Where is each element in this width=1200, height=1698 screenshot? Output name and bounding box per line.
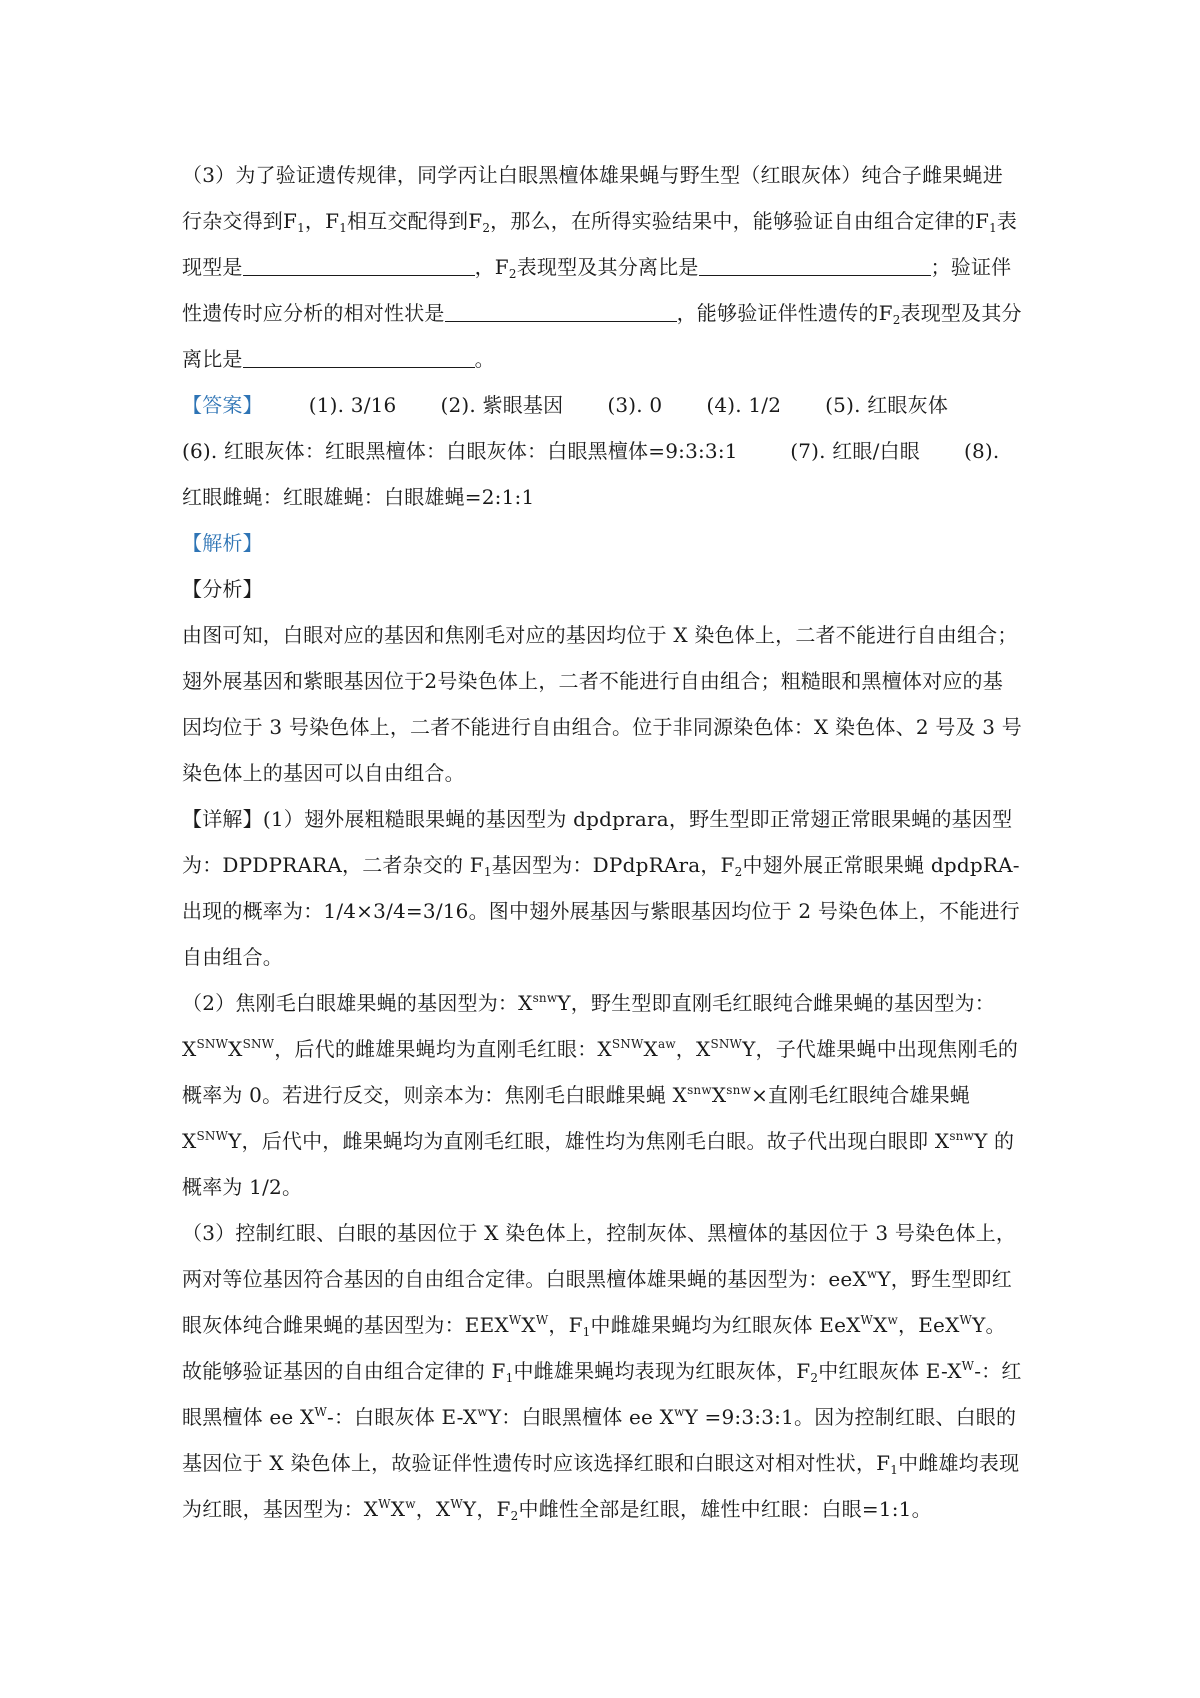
superscript: w	[674, 1405, 685, 1419]
subscript: 2	[482, 221, 491, 235]
answer-item: (2). 紫眼基因	[440, 393, 564, 417]
detail-text: Y 的概率为 1/2。	[182, 1129, 1015, 1199]
detail-paragraph-2	[182, 980, 1022, 1210]
detail-text: 基因型为：DPdpRAra，F	[491, 853, 735, 877]
question-text: 。	[474, 347, 495, 371]
answer-item: (6). 红眼灰体：红眼黑檀体：白眼灰体：白眼黑檀体=9:3:3:1	[182, 439, 738, 463]
detail-text: ，X	[675, 1037, 711, 1061]
detail-text: Y。故能够验证基因的自由组合定律的 F	[182, 1313, 1006, 1383]
superscript: W	[450, 1497, 463, 1511]
detail-text: （3）控制红眼、白眼的基因位于 X 染色体上，控制灰体、黑檀体的基因位于 3 号染色体上，两对等位基因符合基因的自由组合定律。白眼黑檀体雄果蝇的基因型为：eeX	[182, 1221, 1017, 1291]
detail-text: ，X	[415, 1497, 451, 1521]
detail-text: 中红眼灰体 E-X	[818, 1359, 962, 1383]
superscript: w	[887, 1313, 899, 1327]
detail-text: Y，后代中，雌果蝇均为直刚毛红眼，雄性均为焦刚毛白眼。故子代出现白眼即 X	[228, 1129, 950, 1153]
answer-blank	[445, 299, 677, 322]
subscript: 2	[734, 865, 743, 879]
superscript: aw	[657, 1037, 676, 1051]
detail-text: X	[711, 1083, 727, 1107]
superscript: SNW	[196, 1037, 229, 1051]
answer-item: (1). 3/16	[308, 393, 397, 417]
detail-text: -：红眼黑檀体 ee X	[182, 1359, 1022, 1429]
superscript: W	[378, 1497, 391, 1511]
detail-text: ×直刚毛红眼纯合雄果蝇 X	[182, 1083, 971, 1153]
question-text: ，F	[474, 255, 509, 279]
fenxi-paragraph	[182, 612, 1022, 796]
superscript: SNW	[710, 1037, 743, 1051]
detail-text: ，EeX	[898, 1313, 960, 1337]
detail-text: Y，F	[462, 1497, 511, 1521]
subscript: 2	[892, 313, 901, 327]
detail-paragraph-1	[182, 796, 1022, 980]
superscript: W	[314, 1405, 327, 1419]
detail-text: 中雌雄果蝇均表现为红眼灰体，F	[513, 1359, 811, 1383]
superscript: W	[959, 1313, 973, 1327]
detail-text: （2）焦刚毛白眼雄果蝇的基因型为：X	[182, 991, 533, 1015]
subscript: 1	[505, 1371, 514, 1385]
question-text: （3）为了验证遗传规律，同学丙让白眼黑檀体雄果蝇与野生型（红眼灰体）纯合子雌果蝇进行杂交得到F	[182, 163, 1003, 233]
analysis-label: 【解析】	[182, 531, 263, 555]
question-text: 表现型及其分离比是	[516, 255, 699, 279]
subscript: 2	[510, 1509, 519, 1523]
detail-text: Y：白眼黑檀体 ee X	[487, 1405, 675, 1429]
answer-blank	[699, 253, 931, 276]
detail-text: 中雌雄均表现为红眼，基因型为：X	[182, 1451, 1020, 1521]
detail-text: 中雌性全部是红眼，雄性中红眼：白眼=1:1。	[518, 1497, 932, 1521]
detail-text: Y，野生型即红眼灰体纯合雌果蝇的基因型为：EEX	[182, 1267, 1013, 1337]
question-text: ，F	[304, 209, 340, 233]
subscript: 1	[582, 1325, 591, 1339]
superscript: snw	[949, 1129, 975, 1143]
superscript: W	[860, 1313, 874, 1327]
subscript: 1	[483, 865, 492, 879]
answer-item: (4). 1/2	[706, 393, 782, 417]
subscript: 2	[810, 1371, 819, 1385]
superscript: SNW	[196, 1129, 229, 1143]
subscript: 1	[339, 221, 348, 235]
superscript: w	[866, 1267, 878, 1281]
question-text: 相互交配得到F	[347, 209, 483, 233]
detail-text: Y，子代雄果蝇中出现焦刚毛的概率为 0。若进行反交，则亲本为：焦刚毛白眼雌果蝇 X	[182, 1037, 1019, 1107]
superscript: snw	[726, 1083, 752, 1097]
answer-item: (5). 红眼灰体	[825, 393, 949, 417]
superscript: snw	[532, 991, 558, 1005]
superscript: W	[508, 1313, 522, 1327]
superscript: W	[961, 1359, 975, 1373]
answer-item: (7). 红眼/白眼	[790, 439, 920, 463]
question-paragraph	[182, 152, 1022, 382]
detail-paragraph-3	[182, 1210, 1022, 1532]
detail-text: ，F	[548, 1313, 583, 1337]
question-text: ；验证伴性遗传时应分析的相对性状是	[182, 255, 1012, 325]
detail-text: X	[390, 1497, 406, 1521]
superscript: w	[477, 1405, 488, 1419]
answer-item: (8). 红眼雌蝇：红眼雄蝇：白眼雄蝇=2:1:1	[182, 439, 1000, 509]
detail-text: 中雌雄果蝇均为红眼灰体 EeX	[590, 1313, 861, 1337]
answer-blank	[243, 345, 475, 368]
question-text: ，那么，在所得实验结果中，能够验证自由组合定律的F	[490, 209, 990, 233]
detail-text: X	[873, 1313, 888, 1337]
detail-text: ，后代的雌雄果蝇均为直刚毛红眼：X	[274, 1037, 612, 1061]
question-text: 表现型是	[182, 209, 1018, 279]
detail-label: 【详解】	[182, 807, 263, 831]
subscript: 1	[297, 221, 305, 235]
fenxi-label: 【分析】	[182, 577, 263, 601]
answer-item: (3). 0	[607, 393, 663, 417]
detail-text: X	[228, 1037, 243, 1061]
superscript: snw	[687, 1083, 712, 1097]
detail-text: (1）翅外展粗糙眼果蝇的基因型为 dpdprara，野生型即正常翅正常眼果蝇的基因型为：DPDPRARA，二者杂交的 F	[182, 807, 1013, 877]
detail-text: X	[521, 1313, 536, 1337]
superscript: SNW	[611, 1037, 644, 1051]
document-content	[182, 152, 1022, 1532]
answer-label: 【答案】	[182, 393, 263, 417]
detail-text: Y =9:3:3:1。因为控制红眼、白眼的基因位于 X 染色体上，故验证伴性遗传时应该选择红眼和白眼这对相对性状，F	[182, 1405, 1017, 1475]
question-text: 表现型及其分离比是	[182, 301, 1022, 371]
answer-blank	[243, 253, 475, 276]
question-text: ，能够验证伴性遗传的F	[676, 301, 893, 325]
superscript: w	[405, 1497, 416, 1511]
superscript: W	[535, 1313, 549, 1327]
fenxi-label-line	[182, 566, 1022, 612]
detail-text: X	[643, 1037, 658, 1061]
superscript: SNW	[242, 1037, 275, 1051]
detail-text: -：白眼灰体 E-X	[326, 1405, 478, 1429]
detail-text: Y，野生型即直刚毛红眼纯合雌果蝇的基因型为：X	[182, 991, 995, 1061]
detail-text: 中翅外展正常眼果蝇 dpdpRA-出现的概率为：1/4×3/4=3/16。图中翅外展基因与紫眼基因均位于 2 号染色体上，不能进行自由组合。	[182, 853, 1020, 969]
subscript: 2	[508, 267, 517, 281]
subscript: 1	[989, 221, 997, 235]
answer-paragraph	[182, 382, 1022, 520]
subscript: 1	[890, 1463, 899, 1477]
fenxi-text: 由图可知，白眼对应的基因和焦刚毛对应的基因均位于 X 染色体上，二者不能进行自由组合；翅外展基因和紫眼基因位于2号染色体上，二者不能进行自由组合；粗糙眼和黑檀体对应的基因均位于 3 号染色体上，二者不能进行自由组合。位于非同源染色体：X 染色体、2 号及 3 号染色体上的基因可以自由组合。	[182, 623, 1022, 785]
analysis-label-line	[182, 520, 1022, 566]
